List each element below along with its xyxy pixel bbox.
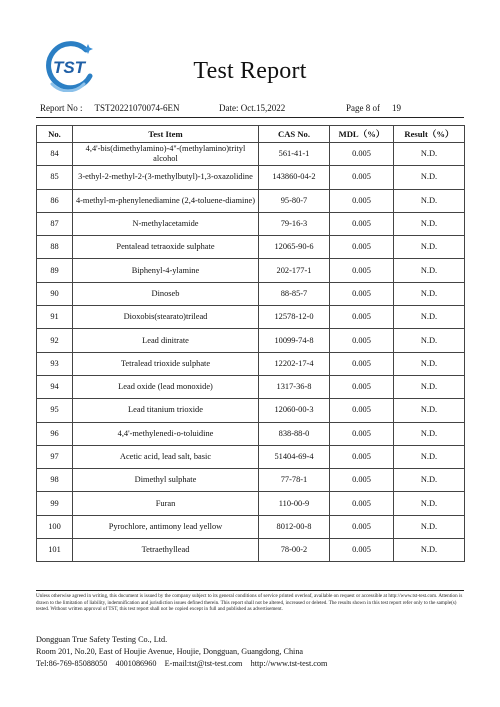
company-address: Room 201, No.20, East of Houjie Avenue, Houjie, Dongguan, Guangdong, China bbox=[36, 647, 304, 656]
mdl-value: 0.005 bbox=[330, 212, 394, 235]
mdl-value: 0.005 bbox=[330, 143, 394, 166]
row-no: 87 bbox=[37, 212, 73, 235]
mdl-value: 0.005 bbox=[330, 375, 394, 398]
test-item: Lead titanium trioxide bbox=[73, 399, 259, 422]
header-divider bbox=[36, 117, 464, 118]
company-name: Dongguan True Safety Testing Co., Ltd. bbox=[36, 635, 168, 644]
result-value: N.D. bbox=[394, 189, 465, 212]
test-item: Pyrochlore, antimony lead yellow bbox=[73, 515, 259, 538]
mdl-value: 0.005 bbox=[330, 515, 394, 538]
result-value: N.D. bbox=[394, 492, 465, 515]
row-no: 98 bbox=[37, 469, 73, 492]
row-no: 97 bbox=[37, 445, 73, 468]
test-item: Dinoseb bbox=[73, 282, 259, 305]
table-row bbox=[37, 539, 465, 562]
logo-text: TST bbox=[52, 58, 86, 77]
cas-number: 110-00-9 bbox=[259, 492, 330, 515]
cas-number: 77-78-1 bbox=[259, 469, 330, 492]
mdl-value: 0.005 bbox=[330, 306, 394, 329]
row-no: 84 bbox=[37, 143, 73, 166]
mdl-value: 0.005 bbox=[330, 352, 394, 375]
result-value: N.D. bbox=[394, 282, 465, 305]
row-no: 94 bbox=[37, 375, 73, 398]
result-value: N.D. bbox=[394, 445, 465, 468]
mdl-value: 0.005 bbox=[330, 259, 394, 282]
column-header-no: No. bbox=[37, 126, 73, 143]
test-item: Lead dinitrate bbox=[73, 329, 259, 352]
test-item: 3-ethyl-2-methyl-2-(3-methylbutyl)-1,3-oxazolidine bbox=[73, 166, 259, 189]
table-row bbox=[37, 236, 465, 259]
mdl-value: 0.005 bbox=[330, 445, 394, 468]
table-row bbox=[37, 399, 465, 422]
mdl-value: 0.005 bbox=[330, 539, 394, 562]
test-item: 4-methyl-m-phenylenediamine (2,4-toluene-diamine) bbox=[73, 189, 259, 212]
table-row bbox=[37, 143, 465, 166]
row-no: 99 bbox=[37, 492, 73, 515]
mdl-value: 0.005 bbox=[330, 492, 394, 515]
cas-number: 838-88-0 bbox=[259, 422, 330, 445]
mdl-value: 0.005 bbox=[330, 399, 394, 422]
report-no-value: TST20221070074-6EN bbox=[94, 103, 180, 113]
column-header-test-item: Test Item bbox=[73, 126, 259, 143]
mdl-value: 0.005 bbox=[330, 189, 394, 212]
test-item: Biphenyl-4-ylamine bbox=[73, 259, 259, 282]
row-no: 96 bbox=[37, 422, 73, 445]
disclaimer-text: Unless otherwise agreed in writing, this document is issued by the company subject to its general conditions of service printed overleaf, available on request or accessible at http://www.tst-test.com. Attention is drawn to the limitation of liability, indemnification and jurisdiction issues defined therein. This report shall not be altered, increased or deleted. The results shown in this test report refer only to the sample(s) tested. Without written approval of TST, this test report shall not be copied except in full and published as advertisement. bbox=[36, 593, 463, 613]
page-number: 8 bbox=[365, 103, 371, 113]
cas-number: 8012-00-8 bbox=[259, 515, 330, 538]
cas-number: 1317-36-8 bbox=[259, 375, 330, 398]
result-value: N.D. bbox=[394, 259, 465, 282]
column-header-cas-no: CAS No. bbox=[259, 126, 330, 143]
test-item: Pentalead tetraoxide sulphate bbox=[73, 236, 259, 259]
result-value: N.D. bbox=[394, 469, 465, 492]
row-no: 100 bbox=[37, 515, 73, 538]
page-total: 19 bbox=[392, 103, 401, 113]
cas-number: 12065-90-6 bbox=[259, 236, 330, 259]
cas-number: 51404-69-4 bbox=[259, 445, 330, 468]
mdl-value: 0.005 bbox=[330, 422, 394, 445]
table-row bbox=[37, 189, 465, 212]
test-item: 4,4'-methylenedi-o-toluidine bbox=[73, 422, 259, 445]
test-item: Dimethyl sulphate bbox=[73, 469, 259, 492]
page-label: Page bbox=[346, 103, 364, 113]
table-row bbox=[37, 212, 465, 235]
test-item: Furan bbox=[73, 492, 259, 515]
row-no: 89 bbox=[37, 259, 73, 282]
cas-number: 143860-04-2 bbox=[259, 166, 330, 189]
page-indicator bbox=[346, 103, 401, 113]
row-no: 88 bbox=[37, 236, 73, 259]
test-item: Tetralead trioxide sulphate bbox=[73, 352, 259, 375]
table-row bbox=[37, 306, 465, 329]
cas-number: 12060-00-3 bbox=[259, 399, 330, 422]
table-row bbox=[37, 329, 465, 352]
result-value: N.D. bbox=[394, 515, 465, 538]
test-item: Tetraethyllead bbox=[73, 539, 259, 562]
cas-number: 12578-12-0 bbox=[259, 306, 330, 329]
report-number bbox=[40, 103, 180, 113]
date-label: Date: bbox=[219, 103, 239, 113]
website-link: http://www.tst-test.com bbox=[250, 659, 328, 668]
table-row bbox=[37, 515, 465, 538]
row-no: 95 bbox=[37, 399, 73, 422]
cas-number: 95-80-7 bbox=[259, 189, 330, 212]
table-header-row bbox=[37, 126, 465, 143]
table-row bbox=[37, 469, 465, 492]
table-row bbox=[37, 375, 465, 398]
row-no: 101 bbox=[37, 539, 73, 562]
report-no-label: Report No : bbox=[40, 103, 83, 113]
hotline: 4001086960 bbox=[115, 659, 157, 668]
table-row bbox=[37, 166, 465, 189]
result-value: N.D. bbox=[394, 306, 465, 329]
cas-number: 561-41-1 bbox=[259, 143, 330, 166]
mdl-value: 0.005 bbox=[330, 236, 394, 259]
mdl-value: 0.005 bbox=[330, 469, 394, 492]
result-value: N.D. bbox=[394, 212, 465, 235]
table-row bbox=[37, 259, 465, 282]
contact-line bbox=[36, 658, 327, 670]
results-table bbox=[36, 125, 465, 562]
result-value: N.D. bbox=[394, 329, 465, 352]
result-value: N.D. bbox=[394, 422, 465, 445]
result-value: N.D. bbox=[394, 399, 465, 422]
row-no: 90 bbox=[37, 282, 73, 305]
column-header-result: Result（%） bbox=[394, 126, 465, 143]
test-item: Acetic acid, lead salt, basic bbox=[73, 445, 259, 468]
email: E-mail:tst@tst-test.com bbox=[164, 659, 243, 668]
table-row bbox=[37, 282, 465, 305]
result-value: N.D. bbox=[394, 236, 465, 259]
report-date bbox=[219, 103, 285, 113]
mdl-value: 0.005 bbox=[330, 329, 394, 352]
company-footer bbox=[36, 634, 327, 670]
cas-number: 12202-17-4 bbox=[259, 352, 330, 375]
row-no: 93 bbox=[37, 352, 73, 375]
cas-number: 78-00-2 bbox=[259, 539, 330, 562]
test-item: N-methylacetamide bbox=[73, 212, 259, 235]
cas-number: 88-85-7 bbox=[259, 282, 330, 305]
table-row bbox=[37, 445, 465, 468]
result-value: N.D. bbox=[394, 166, 465, 189]
mdl-value: 0.005 bbox=[330, 282, 394, 305]
mdl-value: 0.005 bbox=[330, 166, 394, 189]
test-item: Dioxobis(stearato)trilead bbox=[73, 306, 259, 329]
cas-number: 79-16-3 bbox=[259, 212, 330, 235]
row-no: 86 bbox=[37, 189, 73, 212]
test-item: Lead oxide (lead monoxide) bbox=[73, 375, 259, 398]
column-header-mdl: MDL（%） bbox=[330, 126, 394, 143]
row-no: 85 bbox=[37, 166, 73, 189]
date-value: Oct.15,2022 bbox=[240, 103, 286, 113]
result-value: N.D. bbox=[394, 375, 465, 398]
row-no: 91 bbox=[37, 306, 73, 329]
cas-number: 202-177-1 bbox=[259, 259, 330, 282]
test-item: 4,4'-bis(dimethylamino)-4''-(methylamino)trityl alcohol bbox=[73, 143, 259, 166]
table-row bbox=[37, 422, 465, 445]
row-no: 92 bbox=[37, 329, 73, 352]
telephone: Tel:86-769-85088050 bbox=[36, 659, 108, 668]
page-of: of bbox=[372, 103, 380, 113]
result-value: N.D. bbox=[394, 143, 465, 166]
result-value: N.D. bbox=[394, 352, 465, 375]
cas-number: 10099-74-8 bbox=[259, 329, 330, 352]
footer-divider bbox=[36, 590, 464, 591]
table-row bbox=[37, 352, 465, 375]
result-value: N.D. bbox=[394, 539, 465, 562]
table-row bbox=[37, 492, 465, 515]
page-title: Test Report bbox=[193, 58, 307, 84]
